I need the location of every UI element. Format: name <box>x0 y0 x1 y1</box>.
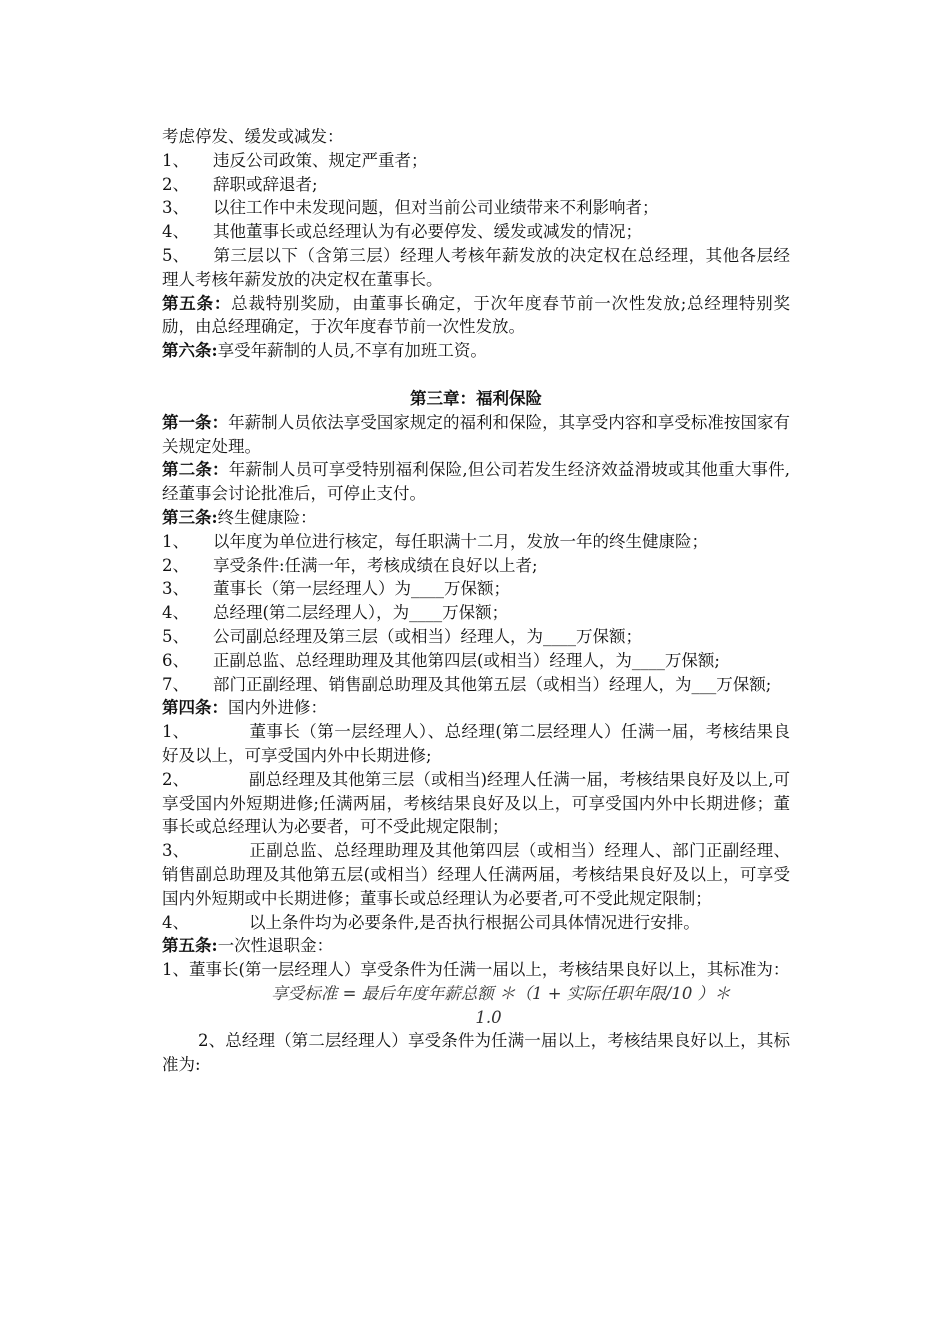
list-item: 7、 部门正副经理、销售副总助理及其他第五层（或相当）经理人，为___万保额; <box>162 674 772 694</box>
list-item: 4、 以上条件均为必要条件,是否执行根据公司具体情况进行安排。 <box>162 912 700 932</box>
list-item: 6、 正副总监、总经理助理及其他第四层(或相当）经理人，为____万保额; <box>162 650 720 670</box>
list-item: 5、 公司副总经理及第三层（或相当）经理人，为____万保额； <box>162 626 642 646</box>
list-item: 1、 以年度为单位进行核定，每任职满十二月，发放一年的终生健康险； <box>162 531 708 551</box>
list-item: 1、 违反公司政策、规定严重者； <box>162 150 428 170</box>
chapter-title: 第三章：福利保险 <box>410 388 542 408</box>
formula-line: 享受标准 = 最后年度年薪总额 ＊（1 + 实际任职年限/10 ）＊ <box>271 983 731 1003</box>
article-5b: 第五条:一次性退职金： <box>162 936 334 956</box>
list-item: 3、 以往工作中未发现问题，但对当前公司业绩带来不利影响者； <box>162 198 659 218</box>
list-item: 3、 董事长（第一层经理人）为____万保额； <box>162 579 510 599</box>
list-item: 2、总经理（第二层经理人）享受条件为任满一届以上，考核结果良好以上，其标准为: <box>162 1031 790 1075</box>
list-item: 1、董事长(第一层经理人）享受条件为任满一届以上，考核结果良好以上，其标准为： <box>162 960 790 980</box>
article-3: 第三条:终生健康险： <box>162 507 317 527</box>
list-item: 1、 董事长（第一层经理人）、总经理(第二层经理人）任满一届，考核结果良好及以上，可享受国内外中长期进修; <box>162 722 790 765</box>
article-4: 第四条：国内外进修： <box>162 698 327 718</box>
intro-line: 考虑停发、缓发或减发： <box>162 127 344 146</box>
article-5: 第五条：总裁特别奖励，由董事长确定，于次年度春节前一次性发放;总经理特别奖励，由总经理确定，于次年度春节前一次性发放。 <box>162 293 791 337</box>
article-2: 第二条：年薪制人员可享受特别福利保险,但公司若发生经济效益滑坡或其他重大事件,经董事会讨论批准后，可停止支付。 <box>162 460 791 504</box>
list-item: 4、 其他董事长或总经理认为有必要停发、缓发或减发的情况； <box>162 222 642 242</box>
list-item: 3、 正副总监、总经理助理及其他第四层（或相当）经理人、部门正副经理、销售副总助理及其他第五层(或相当）经理人任满两届，考核结果良好及以上，可享受国内外短期或中长期进修；董事长或总经理认为必要者,可不受此规定限制； <box>162 841 790 908</box>
article-1: 第一条：年薪制人员依法享受国家规定的福利和保险，其享受内容和享受标准按国家有关规定处理。 <box>162 412 791 456</box>
list-item: 2、 辞职或辞退者; <box>162 174 318 194</box>
list-item: 2、 副总经理及其他第三层（或相当)经理人任满一届，考核结果良好及以上,可享受国内外短期进修;任满两届，考核结果良好及以上，可享受国内外中长期进修；董事长或总经理认为必要者，可不受此规定限制； <box>162 769 790 837</box>
list-item: 2、 享受条件:任满一年，考核成绩在良好以上者; <box>162 555 538 575</box>
article-6: 第六条:享受年薪制的人员,不享有加班工资。 <box>162 341 487 361</box>
list-item: 5、 第三层以下（含第三层）经理人考核年薪发放的决定权在总经理，其他各层经理人考核年薪发放的决定权在董事长。 <box>162 245 790 289</box>
formula-end: 1.0 <box>475 1007 502 1027</box>
list-item: 4、 总经理(第二层经理人），为____万保额； <box>162 603 509 623</box>
